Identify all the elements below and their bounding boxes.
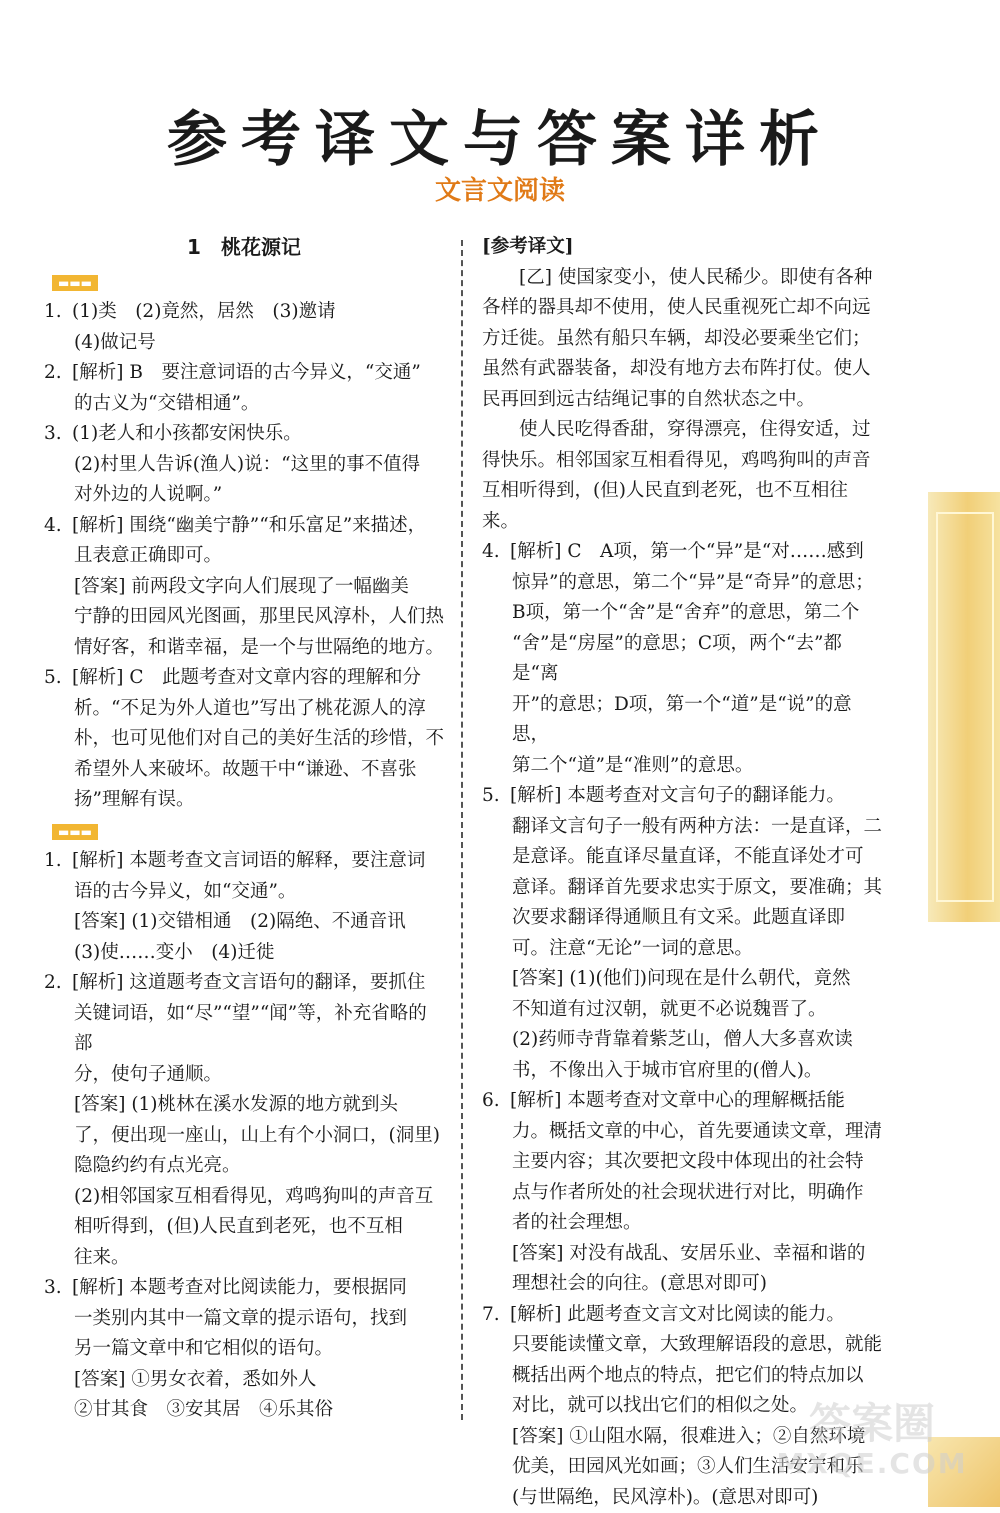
question-line: [482, 781, 882, 812]
question-line: 希望外人来破坏。故题干中“谦逊、不喜张: [74, 755, 444, 786]
watermark-url: MXQE.COM: [762, 1447, 982, 1481]
question-line: [44, 663, 444, 694]
question-line: 开”的意思；D项，第一个“道”是“说”的意思，: [512, 690, 882, 751]
question-line: 优美，田园风光如画；③人们生活安宁和乐: [512, 1452, 882, 1483]
translation-paragraph: [乙] 使国家变小，使人民稀少。即使有各种各样的器具却不使用，使人民重视死亡却不向远方迁徙。虽然有船只车辆，却没必要乘坐它们；虽然有武器装备，却没有地方去布阵打仗。使人民再回到远古结绳记事的自然状态之中。: [482, 263, 882, 416]
question-line: [482, 537, 882, 568]
question-line-text: [解析] 围绕“幽美宁静”“和乐富足”来描述，: [72, 515, 426, 536]
question-line: 者的社会理想。: [512, 1208, 882, 1239]
question-line: 次要求翻译得通顺且有文采。此题直译即: [512, 903, 882, 934]
section-tag-2: ▬▬▬: [52, 824, 98, 840]
watermark-logo: [762, 1401, 982, 1489]
question-line: 语的古今异义，如“交通”。: [74, 877, 444, 908]
question-number: 4.: [44, 511, 72, 542]
question-item: [482, 537, 882, 781]
question-line: (2)村里人告诉(渔人)说：“这里的事不值得: [74, 450, 444, 481]
question-line: (2)相邻国家互相看得见，鸡鸣狗叫的声音互: [74, 1182, 444, 1213]
question-line: 另一篇文章中和它相似的语句。: [74, 1334, 444, 1365]
question-line: 惊异”的意思，第二个“异”是“奇异”的意思；: [512, 568, 882, 599]
question-item: [482, 781, 882, 1086]
question-line: [44, 419, 444, 450]
question-line: 不知道有过汉朝，就更不必说魏晋了。: [512, 995, 882, 1026]
question-line: 的古义为“交错相通”。: [74, 389, 444, 420]
question-line: [482, 1086, 882, 1117]
column-divider: [461, 240, 463, 1420]
translation-paragraph: 使人民吃得香甜，穿得漂亮，住得安适，过得快乐。相邻国家互相看得见，鸡鸣狗叫的声音互相听得到，(但)人民直到老死，也不互相往来。: [482, 415, 882, 537]
question-line-text: (1)类 (2)竟然，居然 (3)邀请: [72, 301, 336, 322]
question-line: (与世隔绝，民风淳朴)。(意思对即可): [512, 1483, 882, 1513]
question-line: 可。注意“无论”一词的意思。: [512, 934, 882, 965]
left-question-list: [44, 297, 444, 816]
article-title: 1 桃花源记: [44, 232, 444, 263]
question-line: [44, 968, 444, 999]
left-column: [44, 232, 444, 1426]
question-line: 往来。: [74, 1243, 444, 1274]
question-number: 3.: [44, 419, 72, 450]
question-item: [44, 511, 444, 664]
question-line-text: [解析] 本题考查对文言句子的翻译能力。: [510, 785, 845, 806]
question-line: [44, 511, 444, 542]
question-line: 了，便出现一座山，山上有个小洞口，(洞里): [74, 1121, 444, 1152]
question-line: 理想社会的向往。(意思对即可): [512, 1269, 882, 1300]
question-line: [答案] (1)(他们)问现在是什么朝代，竟然: [512, 964, 882, 995]
question-line: 概括出两个地点的特点，把它们的特点加以: [512, 1361, 882, 1392]
question-line: [答案] ①山阻水隔，很难进入；②自然环境: [512, 1422, 882, 1453]
question-line-text: [解析] C A项，第一个“异”是“对……感到: [510, 541, 864, 562]
question-line: [482, 1300, 882, 1331]
question-line-text: [解析] 本题考查对比阅读能力，要根据同: [72, 1277, 407, 1298]
question-line: 分，使句子通顺。: [74, 1060, 444, 1091]
question-line: [答案] (1)交错相通 (2)隔绝、不通音讯: [74, 907, 444, 938]
question-line: (2)药师寺背靠着紫芝山，僧人大多喜欢读: [512, 1025, 882, 1056]
question-line: 宁静的田园风光图画，那里民风淳朴，人们热: [74, 602, 444, 633]
question-line: 点与作者所处的社会现状进行对比，明确作: [512, 1178, 882, 1209]
side-frame: [936, 512, 994, 902]
question-line: 是意译。能直译尽量直译，不能直译处才可: [512, 842, 882, 873]
question-line-text: [解析] C 此题考查对文章内容的理解和分: [72, 667, 421, 688]
watermark-text: 答案圈: [762, 1401, 982, 1447]
section-subtitle: 文言文阅读: [0, 170, 1000, 207]
question-line: “舍”是“房屋”的意思；C项，两个“去”都是“离: [512, 629, 882, 690]
question-line: (4)做记号: [74, 328, 444, 359]
question-line: [答案] (1)桃林在溪水发源的地方就到头: [74, 1090, 444, 1121]
question-line: 扬”理解有误。: [74, 785, 444, 816]
question-line: 对比，就可以找出它们的相似之处。: [512, 1391, 882, 1422]
question-line: 关键词语，如“尽”“望”“闻”等，补充省略的部: [74, 999, 444, 1060]
question-line: [44, 846, 444, 877]
question-item: [44, 297, 444, 358]
question-line: 只要能读懂文章，大致理解语段的意思，就能: [512, 1330, 882, 1361]
question-line-text: [解析] 此题考查文言文对比阅读的能力。: [510, 1304, 845, 1325]
question-item: [44, 1273, 444, 1426]
question-number: 3.: [44, 1273, 72, 1304]
question-item: [44, 663, 444, 816]
question-line: (3)使……变小 (4)迁徙: [74, 938, 444, 969]
left-question-list-2: [44, 846, 444, 1426]
question-number: 1.: [44, 297, 72, 328]
question-line: 情好客，和谐幸福，是一个与世隔绝的地方。: [74, 633, 444, 664]
question-line: 一类别内其中一篇文章的提示语句，找到: [74, 1304, 444, 1335]
question-line: 对外边的人说啊。”: [74, 480, 444, 511]
question-line-text: [解析] 本题考查文言词语的解释，要注意词: [72, 850, 425, 871]
question-line: [答案] 前两段文字向人们展现了一幅幽美: [74, 572, 444, 603]
question-line: [44, 358, 444, 389]
question-line: 第二个“道”是“准则”的意思。: [512, 751, 882, 782]
question-number: 1.: [44, 846, 72, 877]
question-line-text: [解析] B 要注意词语的古今异义，“交通”: [72, 362, 421, 383]
question-line: [44, 1273, 444, 1304]
question-line: ②甘其食 ③安其居 ④乐其俗: [74, 1395, 444, 1426]
question-line: 朴，也可见他们对自己的美好生活的珍惜，不: [74, 724, 444, 755]
section-tag-1: ▬▬▬: [52, 275, 98, 291]
question-number: 2.: [44, 358, 72, 389]
question-number: 5.: [482, 781, 510, 812]
question-item: [482, 1086, 882, 1300]
question-item: [44, 419, 444, 511]
question-line: 主要内容；其次要把文段中体现出的社会特: [512, 1147, 882, 1178]
question-line: 书，不像出入于城市官府里的(僧人)。: [512, 1056, 882, 1087]
reference-translation: [482, 263, 882, 538]
question-line: 力。概括文章的中心，首先要通读文章，理清: [512, 1117, 882, 1148]
right-column: [482, 232, 882, 1513]
right-question-list: [482, 537, 882, 1513]
question-item: [44, 358, 444, 419]
question-number: 4.: [482, 537, 510, 568]
question-line-text: [解析] 本题考查对文章中心的理解概括能: [510, 1090, 845, 1111]
question-number: 5.: [44, 663, 72, 694]
question-line: [答案] ①男女衣着，悉如外人: [74, 1365, 444, 1396]
question-line-text: (1)老人和小孩都安闲快乐。: [72, 423, 302, 444]
question-line: 相听得到，(但)人民直到老死，也不互相: [74, 1212, 444, 1243]
question-number: 7.: [482, 1300, 510, 1331]
reference-translation-label: [参考译文]: [482, 232, 882, 263]
question-number: 2.: [44, 968, 72, 999]
question-line-text: [解析] 这道题考查文言语句的翻译，要抓住: [72, 972, 425, 993]
question-line: 意译。翻译首先要求忠实于原文，要准确；其: [512, 873, 882, 904]
question-item: [44, 968, 444, 1273]
question-line: B项，第一个“舍”是“舍弃”的意思，第二个: [512, 598, 882, 629]
question-line: 且表意正确即可。: [74, 541, 444, 572]
question-line: 析。“不足为外人道也”写出了桃花源人的淳: [74, 694, 444, 725]
side-decoration-tab: [928, 492, 1000, 922]
page-title: 参考译文与答案详析: [0, 92, 1000, 178]
question-line: 隐隐约约有点光亮。: [74, 1151, 444, 1182]
question-line: [44, 297, 444, 328]
question-item: [44, 846, 444, 968]
question-line: 翻译文言句子一般有两种方法：一是直译，二: [512, 812, 882, 843]
question-number: 6.: [482, 1086, 510, 1117]
question-line: [答案] 对没有战乱、安居乐业、幸福和谐的: [512, 1239, 882, 1270]
